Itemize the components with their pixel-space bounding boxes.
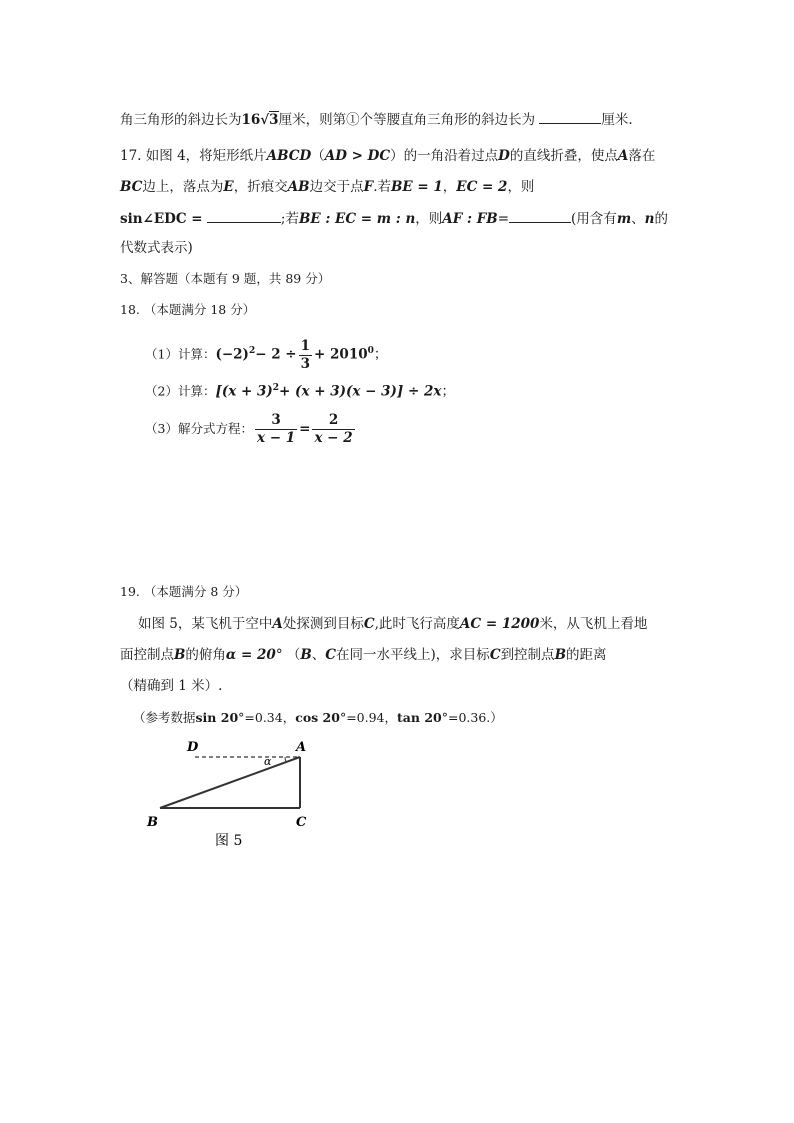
point-b: B	[174, 647, 186, 663]
q17-text: ，则	[415, 211, 443, 227]
q19-text: 面控制点	[120, 647, 174, 663]
frac-numerator: 2	[312, 412, 354, 430]
q17-text: 的	[654, 211, 668, 227]
q17-text: ，折痕交	[233, 179, 288, 195]
q17-number: 17.	[120, 148, 142, 164]
q19-text: ,此时飞行高度	[374, 616, 460, 632]
q18-header	[120, 300, 255, 320]
degree-symbol: °	[275, 647, 283, 663]
point-d: D	[498, 148, 510, 164]
q17-text: .若	[373, 179, 391, 195]
be-equation: BE = 1	[390, 179, 443, 195]
q18-p2-exp: 2	[272, 383, 280, 393]
angle-arc	[285, 757, 286, 762]
frac-numerator: 1	[300, 337, 311, 354]
ratio-expression: BE : EC = m : n	[298, 211, 416, 227]
q17-equals: =	[497, 211, 510, 227]
q18-p2-expr: + (x + 3)(x − 3)] ÷ 2x	[279, 383, 442, 400]
ref-sin: sin 20	[195, 710, 239, 725]
q18-p1-fraction	[299, 338, 312, 373]
point-a: A	[617, 148, 629, 164]
q18-p3-label: （3）解分式方程：	[145, 421, 253, 436]
alpha-equation: α = 20	[225, 647, 276, 663]
q17-paren: ）	[390, 148, 404, 164]
q18-p2-label: （2）计算：	[145, 383, 216, 399]
q17-text: 边上，落点为	[142, 179, 224, 195]
label-b: B	[147, 815, 158, 830]
ref-text: （参考数据	[133, 710, 196, 725]
q18-p2-end: ；	[441, 383, 455, 400]
q18-p2-expr: [(x + 3)	[215, 383, 273, 400]
frac-denominator: x − 1	[256, 430, 296, 446]
q17-condition: AD > DC	[324, 148, 391, 164]
intro-coeff: 16	[241, 112, 261, 128]
point-a: A	[272, 616, 283, 632]
q17-paren: （	[311, 148, 325, 164]
label-a: A	[296, 740, 307, 755]
point-c: C	[325, 647, 337, 663]
q17-text: 代数式表示)	[120, 240, 193, 256]
rect-name: ABCD	[266, 148, 312, 164]
q18-p1-expr: + 2010	[314, 346, 368, 363]
figure-caption: 图 5	[215, 833, 243, 849]
ec-equation: EC = 2	[456, 179, 508, 195]
figure-5-diagram	[120, 732, 340, 857]
answer-blank-2[interactable]	[207, 208, 281, 223]
q19-reference-data	[133, 708, 503, 728]
q17-text: 落在	[628, 148, 656, 164]
q18-p1-end: ；	[373, 346, 388, 363]
q17-comma: ，	[442, 179, 457, 195]
answer-blank-3[interactable]	[509, 208, 571, 223]
point-f: F	[363, 179, 374, 195]
q17-text: ，则	[507, 179, 535, 195]
q19-header	[120, 582, 247, 602]
intro-text: 角三角形的斜边长为	[120, 112, 242, 128]
q17-line-2	[120, 177, 534, 197]
q18-p1-exp: 2	[248, 346, 256, 356]
frac-numerator: 3	[255, 412, 297, 430]
q18-p3-left-fraction	[255, 412, 297, 447]
label-c: C	[296, 815, 307, 830]
ref-tan-value: °=0.36.）	[441, 710, 503, 725]
intro-line	[120, 109, 633, 130]
q19-text: 在同一水平线上)，求目标	[336, 647, 490, 663]
ref-tan: tan 20	[397, 710, 442, 725]
intro-text-middle: 厘米，则第①个等腰直角三角形的斜边长为	[278, 112, 536, 128]
section-title	[120, 269, 330, 289]
segment-bc: BC	[120, 179, 143, 195]
q19-line-1	[138, 614, 647, 634]
q17-text: 的一角沿着过点	[403, 148, 499, 164]
segment-ab	[160, 757, 300, 808]
af-fb-expression: AF : FB	[442, 211, 498, 227]
q18-part-1	[145, 333, 387, 373]
label-d: D	[187, 740, 199, 755]
var-n: n	[644, 211, 655, 227]
q17-separator: 、	[631, 211, 645, 227]
q19-text: 的距离	[565, 647, 607, 663]
segment-ab: AB	[287, 179, 310, 195]
sqrt-symbol: √	[260, 112, 270, 128]
frac-denominator: 3	[300, 355, 311, 372]
q18-p1-exp: 0	[367, 346, 374, 356]
frac-denominator: x − 2	[314, 430, 353, 446]
point-c: C	[489, 647, 501, 663]
q19-line-2	[120, 645, 606, 665]
point-b: B	[300, 647, 312, 663]
q17-text: 的直线折叠，使点	[509, 148, 618, 164]
q19-text: 如图 5，某飞机于空中	[138, 616, 273, 632]
answer-blank-1[interactable]	[539, 109, 601, 124]
q17-text: 如图 4，将矩形纸片	[145, 148, 267, 164]
q19-text: 到控制点	[500, 647, 555, 663]
q18-part-2	[145, 378, 455, 402]
q18-p1-label: （1）计算：	[145, 346, 216, 362]
q18-p3-right-fraction	[312, 412, 354, 447]
q19-text: 处探测到目标	[282, 616, 364, 632]
q19-text: 、	[311, 647, 326, 663]
q19-text: （	[286, 647, 301, 663]
q17-line-1	[120, 146, 655, 166]
var-m: m	[616, 211, 632, 227]
q18-header-text: 18. （本题满分 18 分）	[120, 302, 256, 317]
label-alpha: α	[264, 755, 272, 768]
q17-line-4	[120, 238, 193, 258]
q19-text: 的俯角	[185, 647, 226, 663]
q17-text: ;若	[280, 211, 299, 227]
q17-line-3	[120, 208, 668, 229]
point-b: B	[554, 647, 566, 663]
sqrt-arg: 3	[269, 112, 279, 128]
ref-sin-value: °=0.34，	[238, 710, 296, 725]
point-e: E	[223, 179, 234, 195]
intro-unit: 厘米.	[601, 112, 633, 128]
q19-header-text: 19. （本题满分 8 分）	[120, 584, 248, 599]
q19-text: 米，从飞机上看地	[539, 616, 648, 632]
ac-equation: AC = 1200	[459, 616, 540, 632]
q18-p1-expr: (−2)	[215, 346, 249, 363]
ref-cos: cos 20	[295, 710, 340, 725]
q19-line-3	[120, 676, 222, 696]
q19-text: （精确到 1 米）.	[120, 678, 223, 694]
q17-text: 边交于点	[309, 179, 364, 195]
q17-text: (用含有	[571, 211, 617, 227]
q18-p3-equals: =	[299, 421, 311, 437]
figure-5	[120, 732, 340, 861]
q18-p1-expr: − 2 ÷	[255, 346, 297, 363]
point-c: C	[363, 616, 375, 632]
sin-expression: sin∠EDC =	[120, 211, 203, 227]
q18-part-3	[145, 410, 357, 448]
ref-cos-value: °=0.94，	[339, 710, 397, 725]
section-title-text: 3、解答题（本题有 9 题，共 89 分）	[120, 271, 331, 286]
